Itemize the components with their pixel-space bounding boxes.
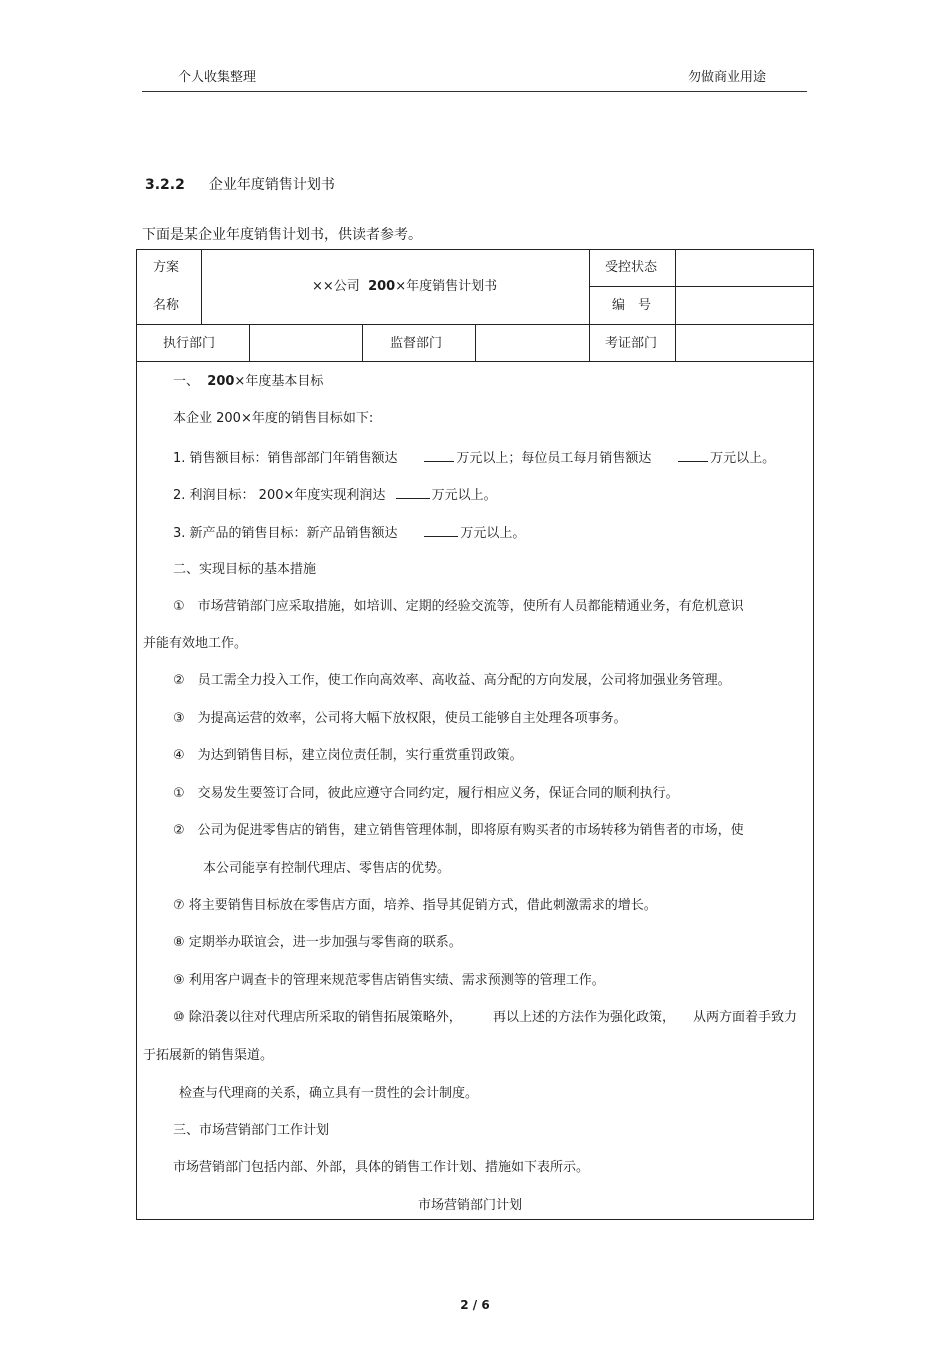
measure-item: ③ 为提高运营的效率，公司将大幅下放权限，使员工能够自主处理各项事务。 — [173, 711, 627, 726]
blank-field — [678, 449, 708, 462]
label-exec-dept: 执行部门 — [163, 336, 216, 351]
table-rule — [475, 324, 476, 361]
table-rule — [201, 249, 202, 324]
label-mingcheng: 名称 — [153, 298, 180, 313]
measure-item: ⑦ 将主要销售目标放在零售店方面，培养、指导其促销方式，借此刺激需求的增长。 — [173, 898, 657, 913]
table-rule — [675, 249, 676, 361]
measure-item: ④ 为达到销售目标，建立岗位责任制，实行重赏重罚政策。 — [173, 748, 523, 763]
measure-item-part: ⑩ 除沿袭以往对代理店所采取的销售拓展策略外， — [173, 1010, 462, 1025]
header-left-text: 个人收集整理 — [178, 70, 257, 85]
page-number: 2 / 6 — [460, 1298, 490, 1312]
target-sales-text: 万元以上。 — [710, 451, 776, 466]
header-divider — [142, 91, 807, 92]
table-rule — [589, 286, 814, 287]
intro-text: 下面是某企业年度销售计划书，供读者参考。 — [142, 227, 422, 243]
measure-item — [173, 1006, 462, 1025]
measure-item: ② 员工需全力投入工作，使工作向高效率、高收益、高分配的方向发展，公司将加强业务管理。 — [173, 673, 731, 688]
section-title-text: 企业年度销售计划书 — [208, 177, 335, 193]
label-serial-no: 编 号 — [612, 298, 652, 313]
heading-prefix: 一、 — [173, 374, 200, 389]
header-right-text: 勿做商业用途 — [688, 70, 767, 85]
table-rule — [362, 324, 363, 361]
target-profit-text: 万元以上。 — [431, 488, 497, 503]
table-rule — [249, 324, 250, 361]
plan-title-prefix: ××公司 — [312, 279, 360, 294]
plan-form-table — [136, 249, 814, 1220]
target-sales-text: 1. 销售额目标：销售部部门年销售额达 — [173, 451, 398, 466]
measure-item-part: 从两方面着手致力 — [693, 1010, 798, 1025]
target-new-product — [173, 522, 525, 541]
measure-item: ① 市场营销部门应采取措施，如培训、定期的经验交流等，使所有人员都能精通业务，有危机意识 — [173, 599, 744, 614]
target-sales-text: 万元以上；每位员工每月销售额达 — [456, 451, 652, 466]
measure-item-cont: 本公司能享有控制代理店、零售店的优势。 — [203, 861, 451, 876]
table-caption: 市场营销部门计划 — [418, 1198, 523, 1213]
heading-suffix: ×年度基本目标 — [234, 374, 324, 389]
plan-title-num: 200 — [368, 279, 396, 294]
target-new-product-text: 3. 新产品的销售目标：新产品销售额达 — [173, 526, 398, 541]
label-fangan: 方案 — [153, 260, 180, 275]
measure-item-part: 再以上述的方法作为强化政策， — [493, 1010, 676, 1025]
measure-item: ⑨ 利用客户调查卡的管理来规范零售店销售实绩、需求预测等的管理工作。 — [173, 973, 605, 988]
blank-field — [424, 449, 454, 462]
heading-dept-plan: 三、市场营销部门工作计划 — [173, 1123, 330, 1138]
heading-num: 200 — [207, 374, 235, 389]
plan-title-suffix: ×年度销售计划书 — [395, 279, 498, 294]
measure-item: ② 公司为促进零售店的销售，建立销售管理体制，即将原有购买者的市场转移为销售者的市场，使 — [173, 823, 744, 838]
paragraph: 市场营销部门包括内部、外部，具体的销售工作计划、措施如下表所示。 — [173, 1160, 590, 1175]
table-rule — [136, 361, 814, 362]
label-control-status: 受控状态 — [605, 260, 658, 275]
target-profit-text: 2. 利润目标： 200×年度实现利润达 — [173, 488, 386, 503]
heading-measures: 二、实现目标的基本措施 — [173, 562, 317, 577]
label-verify-dept: 考证部门 — [605, 336, 658, 351]
plan-title — [312, 275, 497, 294]
measure-item: 检查与代理商的关系，确立具有一贯性的会计制度。 — [179, 1086, 479, 1101]
measure-item: ⑧ 定期举办联谊会，进一步加强与零售商的联系。 — [173, 935, 462, 950]
target-profit — [173, 484, 497, 503]
heading-basic-targets — [173, 370, 323, 389]
table-rule — [589, 249, 590, 361]
section-title — [145, 174, 335, 194]
measure-item-cont: 并能有效地工作。 — [143, 636, 248, 651]
measure-item-cont: 于拓展新的销售渠道。 — [143, 1048, 274, 1063]
paragraph: 本企业 200×年度的销售目标如下: — [173, 411, 374, 426]
target-sales — [173, 447, 775, 466]
label-supervise-dept: 监督部门 — [390, 336, 443, 351]
measure-item: ① 交易发生要签订合同，彼此应遵守合同约定，履行相应义务，保证合同的顺利执行。 — [173, 786, 679, 801]
target-new-product-text: 万元以上。 — [460, 526, 526, 541]
blank-field — [396, 486, 430, 499]
blank-field — [424, 524, 458, 537]
section-number: 3.2.2 — [145, 177, 185, 193]
